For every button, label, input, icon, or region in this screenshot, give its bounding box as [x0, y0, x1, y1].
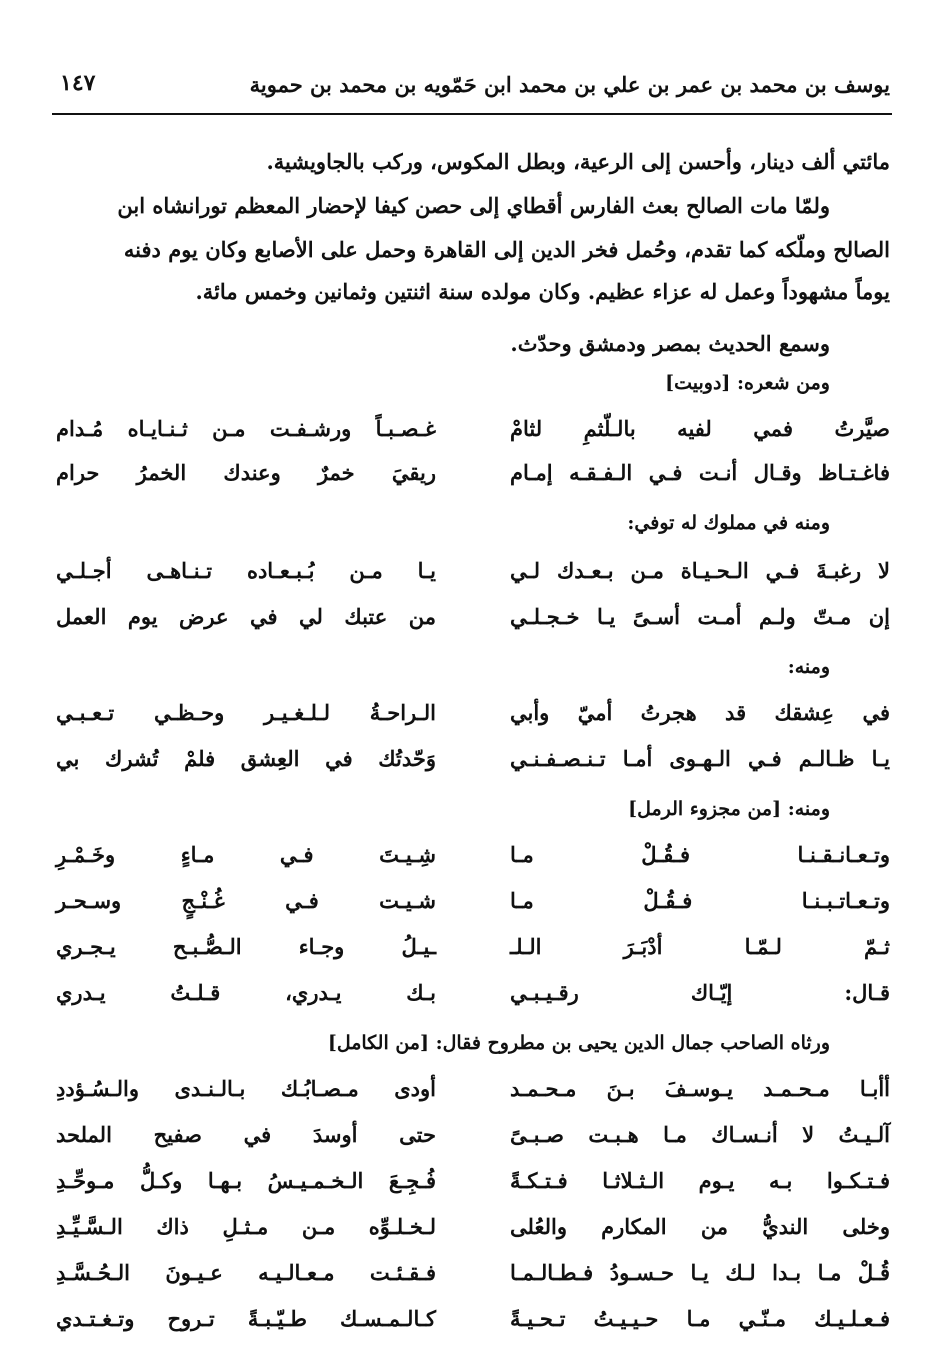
verse-16-left: كـالـمـسـك طـيّـبـةً تـروح وتـغـتـدي	[56, 1306, 436, 1331]
verse-10-right: قـال: إيّـاك رقـيـبـي	[510, 980, 890, 1005]
paragraph-2-line-2: الصالح وملّكه كما تقدم، وحُمل فخر الدين إلى القاهرة وحمل على الأصابع وكان يوم دفنه	[123, 237, 890, 262]
verse-12-left: حتى أوسدَ في صفيح الملحد	[56, 1122, 436, 1147]
section-label-5: ورثاه الصاحب جمال الدين يحيى بن مطروح فقال: [من الكامل]	[327, 1032, 830, 1054]
verse-8-right: وتـعـاتـبـنـا فـقُـلْ مـا	[510, 888, 890, 913]
section-label-2: ومنه في مملوك له توفي:	[627, 512, 830, 534]
verse-5-right: في عِشقك قد هجرتُ أميّ وأبي	[510, 700, 890, 725]
verse-2-left: ريقيَ خمرٌ وعندك الخمرُ حرام	[56, 460, 436, 485]
verse-3-right: لا رغبـةَ فـي الـحـيـاة مـن بـعـدك لـي	[510, 558, 890, 583]
verse-9-left: ـيـلُ وجـاء الـصُّـبـح يـجـري	[56, 934, 436, 959]
verse-1-right: صيَّرتُ فمي لفيه بالـلّثمِ لثامْ	[510, 416, 890, 441]
paragraph-1: مائتي ألف دينار، وأحسن إلى الرعية، وبطل المكوس، وركب بالجاويشية.	[266, 149, 890, 174]
verse-2-right: فاغـتـاظ وقـال أنـت فـي الـفـقـه إمـام	[510, 460, 890, 485]
header-rule	[52, 113, 892, 115]
verse-14-left: لـخـلـوِّه مـن مـثـلِ ذاك الـسَّـيِّـدِ	[56, 1214, 436, 1239]
paragraph-3: وسمع الحديث بمصر ودمشق وحدّث.	[510, 331, 830, 356]
verse-10-left: بـك يـدري، قـلـتُ يـدري	[56, 980, 436, 1005]
verse-11-left: أودى مـصـابُـك بـالـنـدى والـسُـؤددِ	[56, 1076, 436, 1101]
verse-14-right: وخلى النديُّ من المكارم والعُلى	[510, 1214, 890, 1239]
verse-3-left: يـا مـن بُـبـعـاده تـنـاهـى أجـلـي	[56, 558, 436, 583]
section-label-1: ومن شعره: [دوبيت]	[665, 372, 830, 394]
verse-4-right: إن مـتّ ولـم أمـت أسـىً يـا خـجـلـي	[510, 604, 890, 629]
section-label-3: ومنه:	[787, 656, 830, 678]
verse-6-left: وَحّدتُك في العِشق فلمْ تُشرك بي	[56, 746, 436, 771]
running-title: يوسف بن محمد بن عمر بن علي بن محمد ابن حَمّويه بن محمد بن حموية	[249, 72, 890, 97]
verse-16-right: فـعـلـيـك مـنّـي مـا حـيـيـتُ تـحـيـةً	[510, 1306, 890, 1331]
paragraph-2-line-3: يوماً مشهوداً وعمل له عزاء عظيم. وكان مولده سنة اثنتين وثمانين وخمس مائة.	[195, 279, 890, 304]
verse-1-left: غـصـبـاً ورشـفـت مـن ثـنـايـاه مُـدام	[56, 416, 436, 441]
section-label-4: ومنه: [من مجزوء الرمل]	[628, 798, 830, 820]
verse-7-right: وتـعـانـقـنـا فـقُـلْ مـا	[510, 842, 890, 867]
verse-5-left: الـراحـةُ لـلـغـيـر وحـظـي تـعـبـي	[56, 700, 436, 725]
verse-6-right: يـا ظـالـم فـي الـهـوى أمـا تـنـصـفـنـي	[510, 746, 890, 771]
paragraph-2-line-1: ولمّا مات الصالح بعث الفارس أقطاي إلى حصن كيفا لإحضار المعظم تورانشاه ابن	[117, 193, 830, 218]
page-number: ١٤٧	[60, 70, 96, 96]
verse-8-left: شـيـت فـي غُـنْـجٍ وسـحـر	[56, 888, 436, 913]
verse-4-left: من عتبك لي في عرض يوم العمل	[56, 604, 436, 629]
verse-13-right: فـتـكـوا بـه يـوم الـثـلاثـا فـتـكـةً	[510, 1168, 890, 1193]
verse-15-right: قُـلْ مـا بـدا لـك يـا حـسـودُ فـطـالـمـا	[510, 1260, 890, 1285]
verse-13-left: فُـجِـعَ الـخـمـيـسُ بـهـا وكـلُّ مـوحِّـدِ	[56, 1168, 436, 1193]
verse-12-right: آلـيـتُ لا أنـسـاك مـا هـبـت صـبـىً	[510, 1122, 890, 1147]
verse-11-right: أأبـا مـحـمـد يـوسـفَ بـنَ مـحـمـد	[510, 1076, 890, 1101]
verse-15-left: فـقـئـت مـعـالـيـه عـيـونَ الـحُـسَّـدِ	[56, 1260, 436, 1285]
verse-9-right: ثـمّ لـمّـا أدْبَـرَ الـلـ	[510, 934, 890, 959]
verse-7-left: شِـيـتَ فـي مـاءٍ وخَـمْـرِ	[56, 842, 436, 867]
